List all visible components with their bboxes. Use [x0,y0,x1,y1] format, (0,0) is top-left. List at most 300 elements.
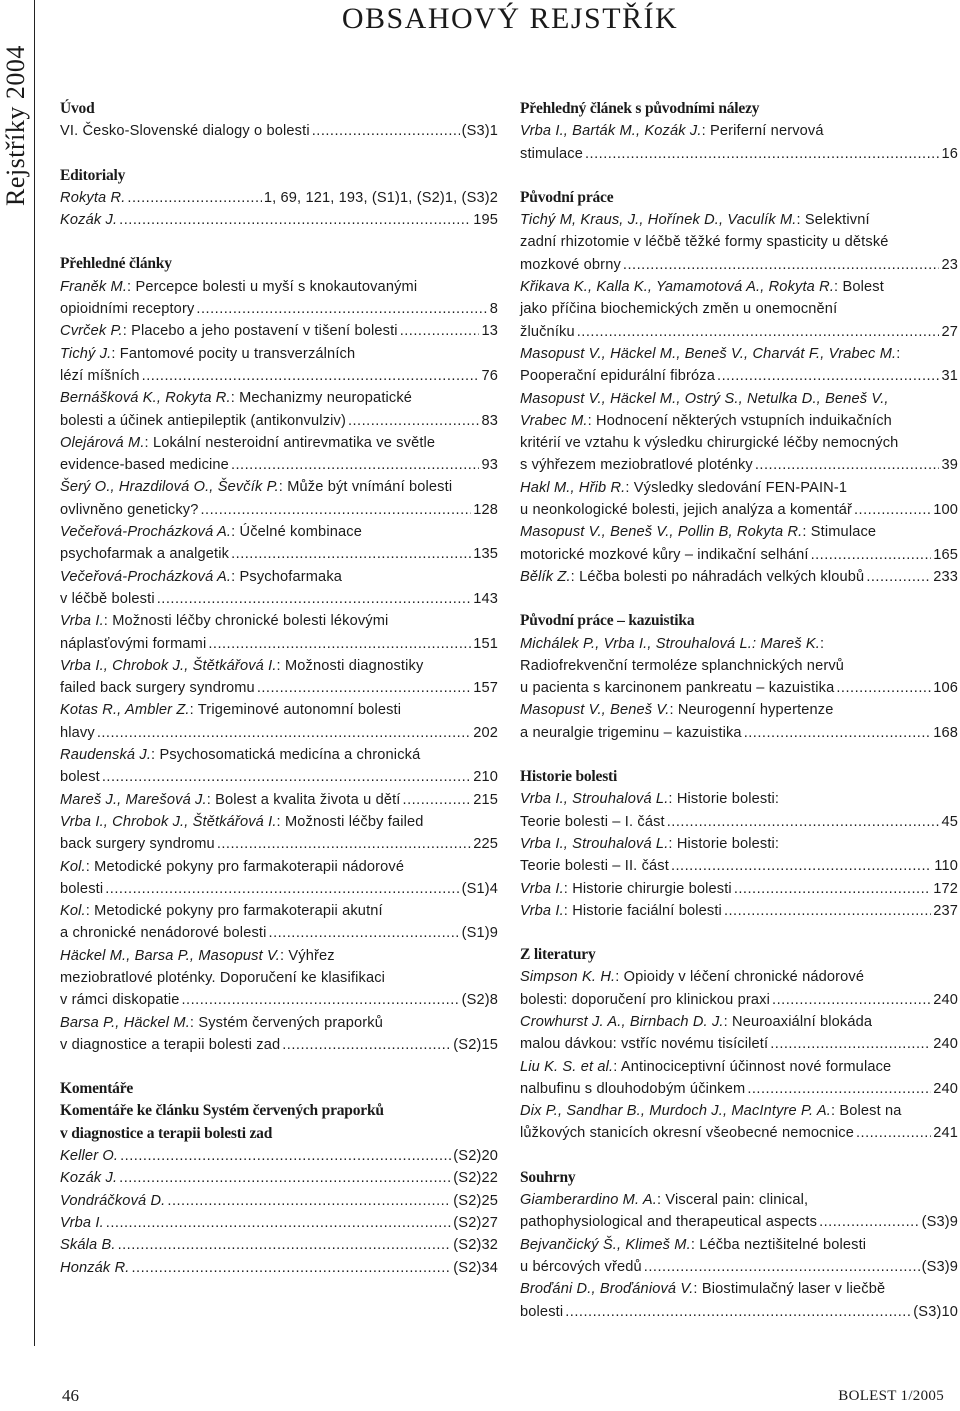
entry-text [520,658,844,674]
index-entry-line [60,566,498,588]
entry-authors: Kozák J. [60,212,118,229]
index-entry-line [520,722,958,744]
entry-title: u bércových vředů [520,1258,642,1275]
entry-text [520,989,770,1011]
entry-text [520,254,621,276]
entry-authors: Michálek P., Vrba I., Strouhalová L.: Mareš K. [520,635,820,652]
dot-leader [182,989,460,1011]
entry-title: opioidními receptory [60,301,195,318]
entry-authors: Večeřová-Procházková A. [60,524,232,541]
entry-text [520,791,779,807]
entry-authors: Vrba I., Chrobok J., Štětkářová I. [60,813,277,830]
entry-text [520,1281,885,1297]
dot-leader [231,454,480,476]
dot-leader [282,1034,451,1056]
entry-authors: Honzák R. [60,1259,130,1276]
entry-text [520,722,742,744]
index-entry-line [520,432,958,454]
dot-leader [836,677,931,699]
entry-title: nalbufinu s dlouhodobým účinkem [520,1080,746,1097]
entry-text [60,543,229,565]
entry-text [60,588,155,610]
entry-page: 215 [473,791,498,808]
dot-leader [157,588,471,610]
entry-authors: Vrba I. [60,613,104,630]
index-entry-line [520,677,958,699]
entry-title: náplasťovými formami [60,635,207,652]
entry-page: (S2)34 [453,1259,498,1276]
entry-text [60,633,206,655]
index-entry-line [520,811,958,833]
index-entry-line [520,633,958,655]
entry-title: kritérií ve vztahu k výsledku chirurgické léčby nemocných [520,435,899,452]
entry-text [520,1033,768,1055]
entry-authors: Vrba I. [520,880,564,897]
section-heading: Úvod [60,100,95,117]
entry-title: Teorie bolesti – I. část [520,813,665,830]
entry-title: v léčbě bolesti [60,590,155,607]
entry-title: : Fantomové pocity u transverzálních [111,345,356,362]
entry-title: jako příčina biochemických změn u onemocnění [520,301,838,318]
entry-text [520,143,583,165]
entry-title: : Neurogenní hypertenze [669,702,834,719]
entry-page: (S2)20 [453,1148,498,1165]
index-entry-line [520,321,958,343]
entry-page: (S2)8 [461,992,498,1009]
index-entry-line [520,1256,958,1278]
section-heading: v diagnostice a terapii bolesti zad [60,1124,273,1142]
index-section [60,253,498,1056]
entry-page: 128 [473,501,498,518]
entry-text [60,766,100,788]
entry-page: 16 [941,145,958,162]
entry-title: Pooperační epidurální fibróza [520,368,716,385]
entry-title: : Bolest a kvalita života u dětí [206,791,401,808]
entry-page: 240 [933,991,958,1008]
dot-leader [200,499,471,521]
entry-text [520,836,779,852]
entry-title: v rámci diskopatie [60,992,180,1009]
entry-title: malou dávkou: vstříc novému tisíciletí [520,1036,769,1053]
entry-title: Radiofrekvenční termoléze splanchnických nervů [520,657,845,674]
entry-authors: Bělík Z. [520,568,571,585]
dot-leader [105,878,459,900]
entry-title: : Visceral pain: clinical, [656,1192,809,1209]
index-entry-line [520,1278,958,1300]
index-entry-line [520,1234,958,1256]
index-entry-line [60,432,498,454]
index-entry-line [520,1078,958,1100]
entry-text [60,1145,118,1167]
index-entry-line [60,945,498,967]
dot-leader [747,1078,931,1100]
dot-leader [717,365,939,387]
entry-title: lézí míšních [60,367,140,384]
entry-text [520,524,876,540]
dot-leader [102,766,471,788]
entry-title: pathophysiological and therapeutical aspects [520,1214,818,1231]
entry-page: 23 [941,256,958,273]
index-entry-line [520,989,958,1011]
entry-page: 106 [933,680,958,697]
index-entry-line [520,1211,958,1233]
entry-text [60,187,125,209]
entry-text [60,1190,165,1212]
entry-page: 233 [933,568,958,585]
entry-page: (S2)15 [453,1036,498,1053]
entry-text [60,658,423,674]
entry-page: (S2)32 [453,1237,498,1254]
index-entry-line [520,878,958,900]
entry-page: (S3)10 [913,1303,958,1320]
dot-leader [644,1256,920,1278]
entry-title: : Možnosti léčby failed [276,813,424,830]
dot-leader [856,1122,931,1144]
index-section [520,766,958,922]
entry-text [520,636,824,652]
entry-page: 237 [933,902,958,919]
dot-leader [403,789,472,811]
index-entry-line [520,209,958,231]
index-entry-line [60,1234,498,1256]
entry-text [60,814,424,830]
index-entry-line [60,387,498,409]
side-tab-label: Rejstříky 2004 [1,45,30,206]
index-entry-line [60,766,498,788]
entry-page: 13 [481,323,498,340]
index-entry-line [60,1145,498,1167]
entry-text [60,209,117,231]
entry-text [60,677,255,699]
dot-leader [231,543,471,565]
entry-title: lůžkových stanicích okresní všeobecné nemocnice [520,1125,854,1142]
index-entry-line [520,1033,958,1055]
dot-leader [577,321,940,343]
index-entry-line [520,388,958,410]
entry-authors: Franěk M. [60,278,128,295]
entry-text [60,1015,383,1031]
entry-page: 45 [941,813,958,830]
dot-leader [257,677,471,699]
entry-text [60,970,385,986]
entry-page: 195 [473,212,498,229]
entry-text [520,1192,808,1208]
index-entry-line [60,922,498,944]
entry-authors: Häckel M., Barsa P., Masopust V. [60,947,281,964]
entry-page: 27 [941,323,958,340]
entry-title: bolest [60,769,100,786]
entry-title: bolesti [520,1303,564,1320]
index-entry-line [60,1190,498,1212]
index-entry-line [60,856,498,878]
dot-leader [119,1167,451,1189]
entry-title: : Placebo a jeho postavení v tišení bolesti [122,323,398,340]
entry-authors: Cvrček P. [60,323,123,340]
entry-title: : Historie chirurgie bolesti [563,880,732,897]
entry-text [60,903,383,919]
left-column [60,98,498,1301]
index-section [520,944,958,1145]
entry-authors: Masopust V., Häckel M., Beneš V., Charvát F., Vrabec M. [520,345,897,362]
entry-text [520,1014,872,1030]
entry-authors: Barsa P., Häckel M. [60,1014,190,1031]
index-entry-line [60,365,498,387]
entry-title: bolesti [60,880,104,897]
index-entry-line [60,967,498,989]
entry-title: : Bolest [834,279,884,296]
entry-title: motorické mozkové kůry – indikační selhání [520,546,809,563]
entry-text [60,702,401,718]
entry-title: hlavy [60,724,95,741]
index-entry-line [520,900,958,922]
index-section [60,165,498,232]
entry-authors: Večeřová-Procházková A. [60,568,232,585]
index-entry-line [60,655,498,677]
entry-title: : Lokální nesteroidní antirevmatika ve světle [144,434,436,451]
page-number: 46 [62,1386,79,1405]
entry-text [60,569,342,585]
dot-leader [106,1212,452,1234]
index-entry-line [60,276,498,298]
index-entry-line [60,476,498,498]
index-entry-line [520,231,958,253]
entry-text [520,969,864,985]
entry-title: a chronické nenádorové bolesti [60,925,267,942]
dot-leader [312,120,460,142]
entry-text [520,391,889,407]
dot-leader [819,1211,920,1233]
entry-text [60,279,417,295]
entry-text [520,1237,866,1253]
entry-page: 241 [933,1125,958,1142]
entry-text [520,1256,642,1278]
dot-leader [196,298,487,320]
entry-page: (S1)9 [461,925,498,942]
entry-page: 100 [933,502,958,519]
entry-page: (S3)1 [461,123,498,140]
dot-leader [866,566,931,588]
index-entry-line [520,855,958,877]
entry-page: (S2)22 [453,1170,498,1187]
side-tab [0,0,35,1346]
entry-title: evidence-based medicine [60,457,229,474]
index-section [60,98,498,143]
entry-authors: Křikava K., Kalla K., Yamamotová A., Rokyta R. [520,279,835,296]
dot-leader [623,254,940,276]
entry-text [520,1103,902,1119]
entry-text [520,702,834,718]
index-entry-line [520,454,958,476]
dot-leader [565,1301,911,1323]
section-heading: Editorialy [60,166,126,184]
dot-leader [118,1234,452,1256]
entry-authors: Vrba I., Barták M., Kozák J. [520,123,702,140]
index-entry-line [60,454,498,476]
entry-page: (S1)4 [461,880,498,897]
index-entry-line [60,699,498,721]
entry-text [60,346,355,362]
index-entry-line [60,1167,498,1189]
entry-text [60,859,404,875]
dot-leader [119,209,471,231]
index-entry-line [520,1011,958,1033]
entry-text [60,1167,117,1189]
entry-text [520,544,809,566]
entry-text [60,298,194,320]
entry-title: mozkové obrny [520,256,621,273]
entry-title: bolesti a účinek antiepileptik (antikonvulziv) [60,412,346,429]
dot-leader [811,544,932,566]
dot-leader [217,833,471,855]
dot-leader [585,143,939,165]
index-section [520,98,958,165]
dot-leader [744,722,931,744]
index-entry-line [60,209,498,231]
dot-leader [208,633,471,655]
entry-title: : Periferní nervová [701,123,824,140]
section-heading: Původní práce – kazuistika [520,612,695,630]
dot-leader [734,878,931,900]
entry-title: : Opioidy v léčení chronické nádorové [615,969,865,986]
index-entry-line [520,521,958,543]
entry-title: : Trigeminové autonomní bolesti [189,702,402,719]
entry-title: : Metodické pokyny pro farmakoterapii akutní [85,903,383,920]
entry-text [60,989,180,1011]
index-entry-line [520,566,958,588]
index-entry-line [60,1212,498,1234]
entry-title: bolesti: doporučení pro klinickou praxi [520,991,771,1008]
entry-title: : Možnosti léčby chronické bolesti lékovými [103,613,389,630]
dot-leader [97,722,471,744]
index-entry-line [520,1122,958,1144]
entry-text [520,454,753,476]
entry-authors: Kozák J. [60,1170,118,1187]
entry-title: u neonkologické bolesti, jejich analýza a komentář [520,502,852,519]
dot-leader [724,900,931,922]
index-entry-line [520,833,958,855]
entry-title: žlučníku [520,323,575,340]
entry-authors: Vrba I., Chrobok J., Štětkářová I. [60,657,277,674]
index-entry-line [520,276,958,298]
index-entry-line [60,833,498,855]
entry-authors: Vrba I., Strouhalová L. [520,835,669,852]
dot-leader [269,922,460,944]
entry-title: v diagnostice a terapii bolesti zad [60,1036,281,1053]
index-section [520,1167,958,1323]
entry-authors: Masopust V., Beneš V., Pollin B, Rokyta R. [520,524,803,541]
section-heading: Souhrny [520,1168,576,1186]
index-entry-line [520,120,958,142]
entry-text [60,499,198,521]
entry-text [520,346,900,362]
entry-authors: Masopust V., Häckel M., Ostrý S., Netulka D., Beneš V., [520,390,889,407]
index-entry-line [520,788,958,810]
index-entry-line [520,143,958,165]
entry-title: : [820,635,825,652]
entry-authors: Vrba I. [520,902,564,919]
entry-authors: Mareš J., Marešová J. [60,791,207,808]
entry-text [60,365,140,387]
entry-title: : Historie bolesti: [668,835,780,852]
entry-title: : Selektivní [796,212,870,229]
entry-page: 39 [941,457,958,474]
entry-text [60,120,310,142]
entry-page: 8 [489,301,498,318]
section-heading: Komentáře [60,1080,134,1098]
index-entry-line [60,677,498,699]
entry-text [520,1059,891,1075]
entry-text [520,279,884,295]
entry-page: 240 [933,1036,958,1053]
entry-title: : Neuroaxiální blokáda [723,1013,873,1030]
entry-authors: Dix P., Sandhar B., Murdoch J., MacIntyre P. A. [520,1103,831,1120]
entry-authors: Hakl M., Hřib R. [520,479,626,496]
index-section [520,610,958,744]
index-entry-line [60,1257,498,1279]
entry-title: : Mechanizmy neuropatické [230,390,413,407]
entry-text [520,435,898,451]
entry-text [60,948,335,964]
index-entry-line [60,989,498,1011]
dot-leader [400,320,480,342]
section-heading: Původní práce [520,188,614,206]
entry-authors: Skála B. [60,1237,116,1254]
entry-authors: Bejvančický Š., Klimeš M. [520,1236,691,1253]
dot-leader [772,989,931,1011]
entry-text [60,454,229,476]
journal-issue: BOLEST 1/2005 [838,1388,944,1404]
entry-title: failed back surgery syndromu [60,680,255,697]
entry-text [520,123,824,139]
entry-authors: Olejárová M. [60,434,145,451]
index-entry-line [520,1056,958,1078]
index-entry-line [60,900,498,922]
index-entry-line [520,365,958,387]
entry-text [520,811,665,833]
entry-authors: Masopust V., Beneš V. [520,702,670,719]
entry-page: 31 [941,368,958,385]
entry-title: ovlivněno geneticky? [60,501,199,518]
entry-title: Teorie bolesti – II. část [520,858,669,875]
entry-text [520,566,864,588]
entry-page: 93 [481,457,498,474]
entry-text [60,878,103,900]
index-entry-line [520,298,958,320]
entry-page: 151 [473,635,498,652]
entry-authors: Šerý O., Hrazdilová O., Ševčík P. [60,479,279,496]
index-entry-line [60,610,498,632]
entry-text [60,410,346,432]
entry-title: : Může být vnímání bolesti [278,479,453,496]
entry-authors: Tichý M, Kraus, J., Hořínek D., Vaculík M. [520,212,797,229]
section-heading: Z literatury [520,946,596,964]
index-entry-line [520,499,958,521]
entry-text [520,365,715,387]
entry-authors: Vondráčková D. [60,1192,166,1209]
entry-text [520,677,834,699]
dot-leader [142,365,480,387]
entry-title: zadní rhizotomie v léčbě těžké formy spasticity u dětské [520,234,889,251]
entry-title: stimulace [520,145,583,162]
entry-page: (S2)27 [453,1214,498,1231]
entry-authors: Crowhurst J. A., Birnbach D. J. [520,1013,724,1030]
entry-title: : Léčba neztišitelné bolesti [690,1236,867,1253]
entry-title: : Psychofarmaka [231,568,343,585]
entry-page: 135 [473,546,498,563]
entry-authors: Broďáni D., Broďániová V. [520,1281,694,1298]
entry-text [520,480,847,496]
entry-title: : Výsledky sledování FEN-PAIN-1 [625,479,848,496]
